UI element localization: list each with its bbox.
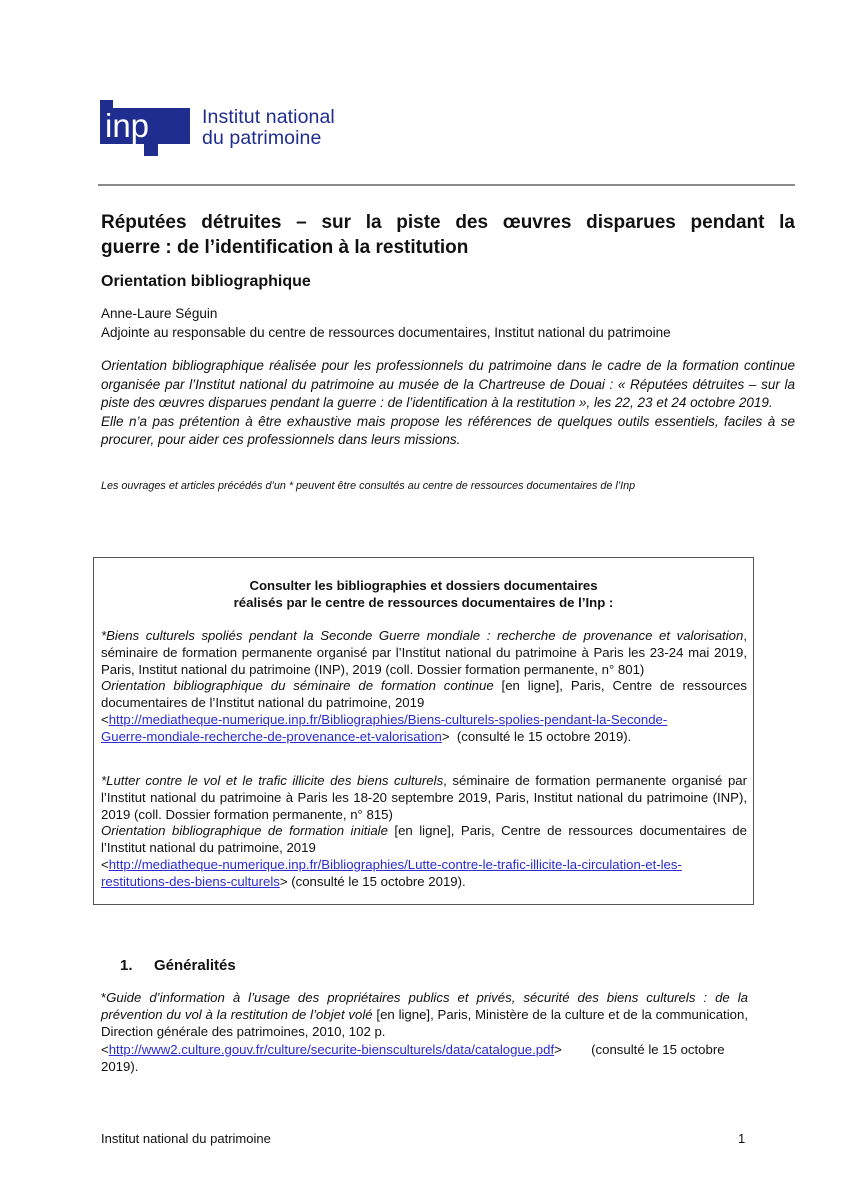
page-number: 1 [738, 1131, 746, 1146]
section-number: 1. [120, 957, 133, 974]
entry-title: *Biens culturels spoliés pendant la Seconde Guerre mondiale : recherche de provenance et valorisation [101, 628, 744, 643]
footer-institution: Institut national du patrimoine [101, 1131, 271, 1146]
entry-link-line [101, 712, 747, 746]
entry-sub-reference [101, 678, 747, 712]
inp-logo [100, 100, 350, 156]
bibliography-entry [101, 773, 747, 891]
intro [101, 357, 795, 450]
link-open-bracket: < [101, 1041, 109, 1057]
section-title: Généralités [154, 957, 236, 974]
document-subtitle: Orientation bibliographique [101, 273, 311, 290]
entry-title: *Lutter contre le vol et le trafic illicite des biens culturels [101, 773, 444, 788]
author-name: Anne-Laure Séguin [101, 306, 218, 321]
entry-details: [en ligne], Paris, Ministère de la culture et de la communication, Direction générale des patrimoines, 2010, 102 p. [101, 1007, 748, 1040]
title-line1: Réputées détruites – sur la piste des œuvres disparues pendant la [101, 212, 795, 233]
entry-link-part1[interactable]: http://mediatheque-numerique.inp.fr/Bibliographies/Lutte-contre-le-trafic-illicite-la-circulation-et-les- [108, 856, 682, 872]
entry-reference [101, 989, 748, 1041]
author-role: Adjointe au responsable du centre de ressources documentaires, Institut national du patrimoine [101, 325, 671, 340]
entry-details: , séminaire de formation permanente organisé par l’Institut national du patrimoine à Paris les 18-20 septembre 2019, Paris, Institut national du patrimoine (INP), 2019 (coll. Dossier formation permanente, n° 815) [101, 773, 748, 822]
entry-link-part1[interactable]: http://mediatheque-numerique.inp.fr/Bibliographies/Biens-culturels-spolies-pendant-la-Seconde- [108, 711, 668, 727]
entry-link-part2[interactable]: restitutions-des-biens-culturels [101, 873, 280, 889]
entry-link-line [101, 1041, 748, 1075]
entry-reference [101, 773, 747, 823]
link-consulted-date: > (consulté le 15 octobre 2019). [279, 873, 466, 889]
box-heading-line2: réalisés par le centre de ressources documentaires de l’Inp : [233, 594, 614, 610]
logo-mark-text: inp [105, 107, 150, 144]
entry-link[interactable]: http://www2.culture.gouv.fr/culture/securite-biensculturels/data/catalogue.pdf [108, 1041, 555, 1057]
link-open-bracket: < [101, 856, 109, 872]
entry-link-line [101, 857, 747, 891]
entry-details: , séminaire de formation permanente organisé par l’Institut national du patrimoine à Paris les 23-24 mai 2019, Paris, Institut national du patrimoine (INP), 2019 (coll. Dossier formation permanente, n° 801) [101, 628, 747, 677]
entry-sub-reference [101, 823, 747, 857]
logo-text [202, 107, 335, 149]
entry-sub-title: Orientation bibliographique du séminaire de formation continue [101, 678, 494, 694]
header-rule [98, 184, 795, 186]
inp-logo-mark [100, 100, 190, 156]
box-heading-line1: Consulter les bibliographies et dossiers documentaires [249, 578, 598, 593]
title-line2: guerre : de l’identification à la restitution [101, 237, 469, 258]
link-consulted-date: > (consulté le 15 octobre 2019). [101, 1041, 729, 1074]
section-heading [120, 957, 236, 974]
logo-text-line1: Institut national [202, 106, 335, 128]
entry-sub-details: [en ligne], Paris, Centre de ressources documentaires de l’Institut national du patrimoine, 2019 [101, 678, 747, 711]
entry-title: Guide d’information à l’usage des propriétaires publics et privés, sécurité des biens culturels : de la prévention du vol à la restitution de l’objet volé [101, 990, 748, 1023]
bibliographies-box [93, 557, 754, 905]
link-consulted-date: > (consulté le 15 octobre 2019). [441, 728, 632, 744]
link-open-bracket: < [101, 711, 109, 727]
entry-sub-details: [en ligne], Paris, Centre de ressources documentaires de l’Institut national du patrimoine, 2019 [101, 823, 747, 856]
availability-note: Les ouvrages et articles précédés d’un * peuvent être consultés au centre de ressources documentaires de l’Inp [101, 480, 636, 492]
intro-paragraph-2: Elle n’a pas prétention à être exhaustive mais propose les références de quelques outils essentiels, faciles à se procurer, pour aider ces professionnels dans leurs missions. [101, 413, 795, 448]
entry-reference [101, 628, 747, 678]
logo-text-line2: du patrimoine [202, 127, 322, 149]
document-title [101, 210, 795, 260]
section-entry [101, 989, 748, 1075]
entry-star: * [101, 990, 107, 1005]
intro-paragraph-1: Orientation bibliographique réalisée pour les professionnels du patrimoine dans le cadre de la formation continue organisée par l’Institut national du patrimoine au musée de la Chartreuse de Douai : « Réputées détruites – sur la piste des œuvres disparues pendant la guerre : de l’identification à la restitution », les 22, 23 et 24 octobre 2019. [101, 358, 795, 411]
box-heading [94, 578, 753, 611]
author-block [101, 304, 671, 342]
entry-link-part2[interactable]: Guerre-mondiale-recherche-de-provenance-et-valorisation [101, 728, 442, 744]
bibliography-entry [101, 628, 747, 746]
entry-sub-title: Orientation bibliographique de formation initiale [101, 823, 388, 839]
